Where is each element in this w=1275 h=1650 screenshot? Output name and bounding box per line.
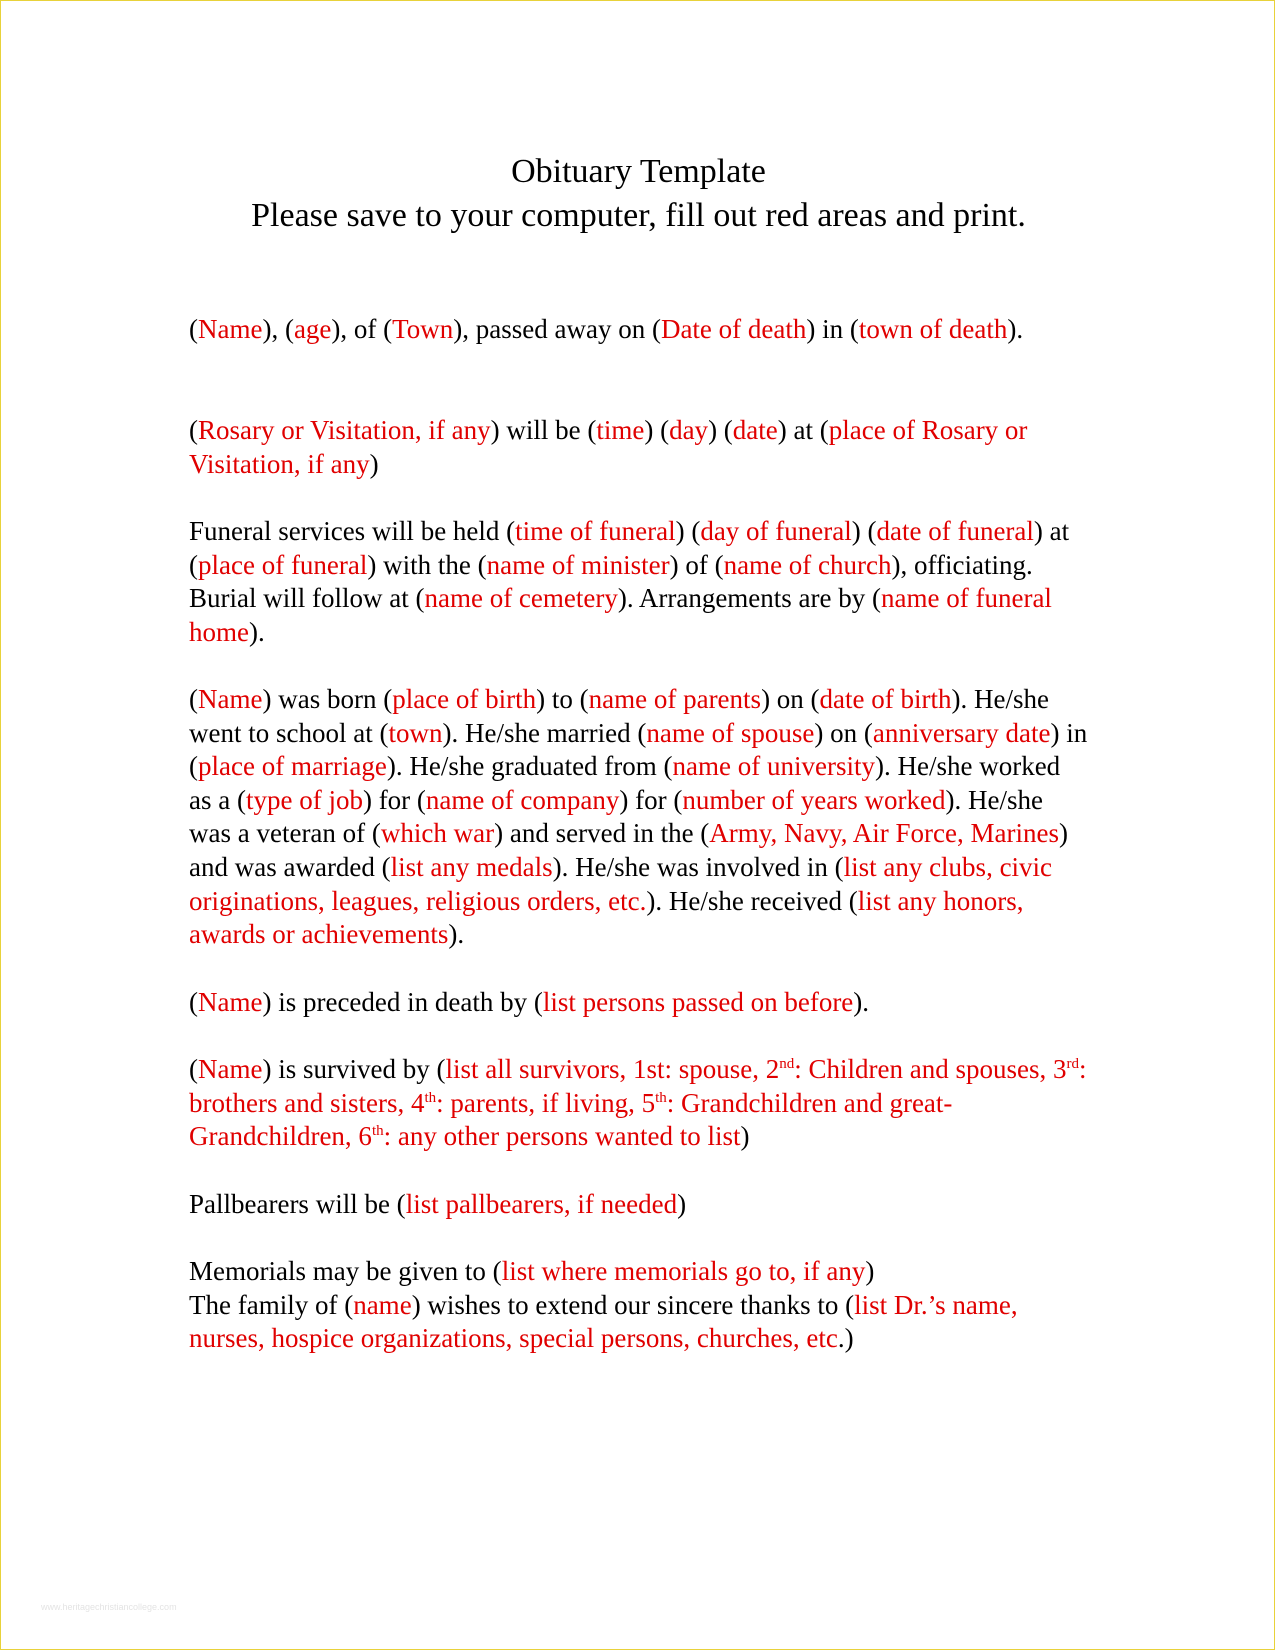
fill-in-field-text: list any medals — [390, 851, 553, 882]
fill-in-field-text: name — [353, 1289, 412, 1320]
fill-in-field-text: Name — [198, 684, 263, 714]
fill-in-field-text: : parents, if living, 5 — [436, 1087, 656, 1118]
paragraph-survived-by — [189, 1053, 1089, 1154]
static-text: ) of ( — [669, 549, 724, 580]
static-text: ) for ( — [619, 784, 683, 815]
fill-in-field-text: anniversary date — [872, 717, 1051, 748]
fill-in-field-text: : Children and spouses, 3 — [794, 1054, 1067, 1084]
fill-in-field-text: list any clubs, civic originations, leagues, religious orders, etc. — [189, 851, 1053, 916]
static-text: Funeral services will be held ( — [189, 516, 516, 546]
fill-in-field-text: nd — [779, 1056, 795, 1072]
static-text: ) — [677, 1189, 687, 1219]
fill-in-field-text: place of funeral — [198, 549, 368, 580]
paragraph-line — [189, 1289, 1089, 1356]
fill-in-field-text: date of birth — [819, 684, 952, 714]
fill-in-field-text: date — [732, 415, 778, 445]
static-text: ), officiating. Burial will follow at ( — [189, 549, 1033, 614]
static-text: ). He/she worked as a ( — [189, 751, 1061, 815]
static-text: ( — [189, 415, 198, 445]
static-text: ) ( — [851, 516, 877, 546]
static-text: ) on ( — [761, 684, 820, 714]
fill-in-field-text: name of minister — [486, 549, 670, 580]
static-text: ), of ( — [331, 314, 393, 344]
static-text: ) — [865, 1256, 875, 1286]
static-text: ) wishes to extend our sincere thanks to ( — [411, 1289, 855, 1320]
fill-in-field-text: Name — [198, 1054, 263, 1084]
fill-in-field-text: Army, Navy, Air Force, Marines — [709, 818, 1059, 849]
document-subtitle: Please save to your computer, fill out red areas and print. — [251, 197, 1026, 234]
static-text: ), passed away on ( — [453, 314, 661, 344]
fill-in-field-text: th — [371, 1123, 384, 1140]
paragraph-funeral-services — [189, 515, 1089, 649]
static-text: Memorials may be given to ( — [189, 1256, 502, 1286]
static-text: ) in ( — [189, 717, 1088, 782]
fill-in-field-text: list pallbearers, if needed — [405, 1189, 678, 1219]
fill-in-field-text: th — [424, 1089, 437, 1106]
static-text: ). — [1007, 314, 1024, 344]
fill-in-field-text: name of spouse — [646, 717, 815, 748]
static-text: ) at ( — [189, 516, 1070, 580]
static-text: ) is survived by ( — [262, 1054, 446, 1084]
fill-in-field-text: place of marriage — [198, 751, 387, 782]
fill-in-field-text: day — [669, 415, 709, 445]
static-text: ) for ( — [362, 784, 426, 815]
fill-in-field-text: day of funeral — [700, 516, 852, 546]
fill-in-field-text: which war — [380, 818, 495, 849]
static-text: ) and was awarded ( — [189, 818, 1068, 882]
fill-in-field-text: name of funeral home — [189, 583, 1052, 647]
fill-in-field-text: : brothers and sisters, 4 — [189, 1054, 1087, 1118]
document-title: Obituary Template — [511, 153, 766, 190]
fill-in-field-text: name of university — [672, 751, 875, 782]
static-text: ), ( — [262, 314, 294, 344]
paragraph-line — [189, 1255, 1089, 1289]
static-text: ) and served in the ( — [494, 818, 710, 849]
fill-in-field-text: date of funeral — [876, 516, 1034, 546]
static-text: ). He/she was a veteran of ( — [189, 784, 1043, 849]
fill-in-field-text: place of birth — [392, 684, 537, 714]
static-text: The family of ( — [189, 1289, 354, 1320]
fill-in-field-text: town — [388, 717, 443, 748]
static-text: ) ( — [708, 415, 733, 445]
fill-in-field-text: list all survivors, 1st: spouse, 2 — [445, 1054, 780, 1084]
static-text: ) — [369, 448, 379, 479]
paragraph-death-notice — [189, 313, 1089, 347]
static-text: ) — [740, 1121, 750, 1152]
fill-in-field-text: name of church — [723, 549, 892, 580]
fill-in-field-text: Town — [392, 314, 454, 344]
static-text: ) was born ( — [262, 684, 393, 714]
static-text: ) at ( — [777, 415, 829, 445]
fill-in-field-text: age — [293, 314, 332, 344]
fill-in-field-text: town of death — [858, 314, 1008, 344]
fill-in-field-text: Date of death — [660, 314, 807, 344]
static-text: ) will be ( — [490, 415, 597, 445]
static-text: Pallbearers will be ( — [189, 1189, 406, 1219]
fill-in-field-text: time — [596, 415, 645, 445]
paragraph-preceded-in-death — [189, 986, 1089, 1020]
fill-in-field-text: list where memorials go to, if any — [501, 1256, 866, 1286]
fill-in-field-text: name of company — [425, 784, 620, 815]
static-text: ( — [189, 684, 198, 714]
static-text: ). He/she graduated from ( — [386, 751, 673, 782]
fill-in-field-text: Name — [198, 987, 263, 1017]
fill-in-field-text: list any honors, awards or achievements — [189, 885, 1024, 950]
fill-in-field-text: name of cemetery — [424, 583, 618, 614]
fill-in-field-text: list persons passed on before — [542, 987, 854, 1017]
fill-in-field-text: type of job — [245, 784, 363, 815]
watermark-text: www.heritagechristiancollege.com — [41, 1602, 177, 1612]
static-text: ) in ( — [806, 314, 859, 344]
paragraph-memorials-thanks — [189, 1255, 1089, 1356]
static-text: ). — [249, 616, 265, 647]
fill-in-field-text: time of funeral — [515, 516, 676, 546]
static-text: ) on ( — [814, 717, 873, 748]
fill-in-field-text: list Dr.’s name, nurses, hospice organizations, special persons, churches, etc — [189, 1289, 1018, 1354]
static-text: ). — [853, 987, 870, 1017]
fill-in-field-text: rd — [1066, 1056, 1079, 1072]
paragraph-pallbearers — [189, 1188, 1089, 1222]
paragraph-biography — [189, 683, 1089, 952]
static-text: ( — [189, 987, 198, 1017]
static-text: ). He/she was involved in ( — [552, 851, 844, 882]
static-text: ). Arrangements are by ( — [617, 583, 882, 614]
static-text: ). He/she went to school at ( — [189, 684, 1049, 748]
static-text: ) is preceded in death by ( — [262, 987, 543, 1017]
static-text: ). He/she married ( — [442, 717, 647, 748]
paragraph-visitation — [189, 414, 1089, 481]
fill-in-field-text: place of Rosary or Visitation, if any — [189, 415, 1028, 479]
static-text: ) with the ( — [367, 549, 487, 580]
static-text: ). He/she received ( — [646, 885, 858, 916]
static-text: ). — [448, 919, 465, 950]
static-text: ( — [189, 1054, 198, 1084]
fill-in-field-text: Name — [198, 314, 263, 344]
fill-in-field-text: : any other persons wanted to list — [383, 1121, 741, 1152]
fill-in-field-text: Rosary or Visitation, if any — [198, 415, 491, 445]
fill-in-field-text: th — [655, 1089, 667, 1106]
static-text: ) ( — [644, 415, 670, 445]
fill-in-field-text: name of parents — [588, 684, 762, 714]
static-text: .) — [837, 1323, 854, 1354]
static-text: ) ( — [675, 516, 701, 546]
fill-in-field-text: number of years worked — [682, 784, 946, 815]
static-text: ) to ( — [536, 684, 589, 714]
fill-in-field-text: : Grandchildren and great-Grandchildren, 6 — [189, 1087, 953, 1152]
static-text: ( — [189, 314, 198, 344]
